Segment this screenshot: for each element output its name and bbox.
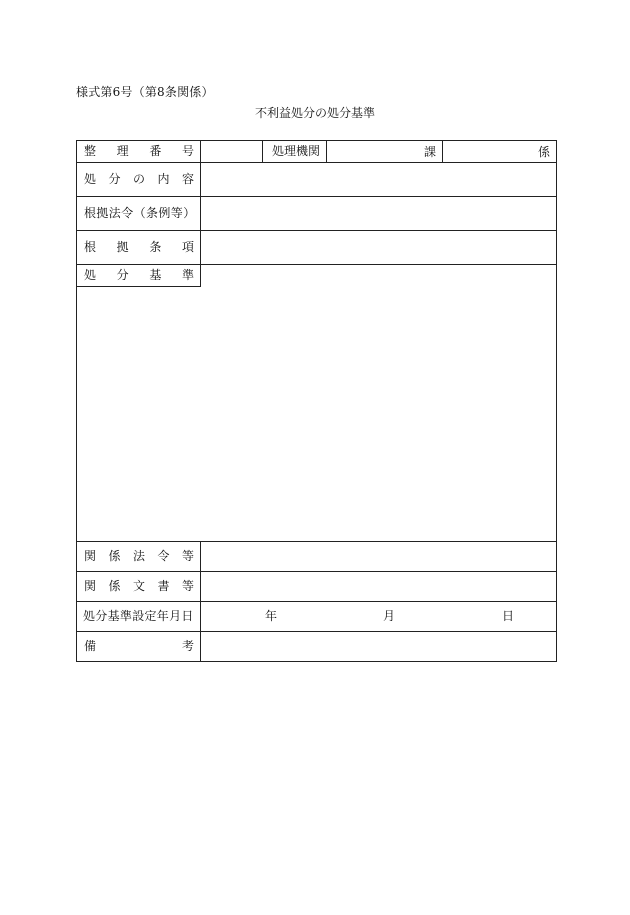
related-laws-label: 関 係 法 令 等 bbox=[84, 549, 194, 563]
related-documents-field[interactable] bbox=[201, 572, 556, 601]
document-title: 不利益処分の処分基準 bbox=[254, 106, 375, 120]
day-label: 日 bbox=[502, 609, 515, 623]
remarks-field[interactable] bbox=[201, 632, 556, 661]
registration-number-label: 整 理 番 号 bbox=[84, 144, 194, 158]
year-label: 年 bbox=[265, 609, 278, 623]
criteria-table bbox=[76, 140, 557, 662]
disposition-criteria-label: 処 分 基 準 bbox=[84, 268, 194, 282]
registration-number-field[interactable] bbox=[201, 141, 262, 162]
basis-law-label: 根拠法令（条例等） bbox=[84, 206, 196, 220]
related-laws-field[interactable] bbox=[201, 542, 556, 571]
criteria-date-label: 処分基準設定年月日 bbox=[83, 609, 194, 623]
disposition-content-field[interactable] bbox=[201, 163, 556, 196]
criteria-date-field[interactable] bbox=[201, 602, 556, 631]
processing-agency-label: 処理機関 bbox=[272, 144, 321, 158]
basis-article-label: 根 拠 条 項 bbox=[84, 240, 194, 254]
related-documents-label: 関 係 文 書 等 bbox=[84, 579, 194, 593]
section-field[interactable] bbox=[327, 141, 442, 162]
remarks-label: 備 考 bbox=[84, 639, 194, 653]
section-label: 課 bbox=[423, 144, 436, 159]
basis-article-field[interactable] bbox=[201, 231, 556, 264]
subsection-label: 係 bbox=[537, 144, 550, 159]
disposition-criteria-field[interactable] bbox=[201, 265, 556, 541]
form-number: 様式第6号（第8条関係） bbox=[76, 85, 214, 99]
month-label: 月 bbox=[383, 609, 396, 623]
disposition-content-label: 処 分 の 内 容 bbox=[84, 172, 194, 186]
basis-law-field[interactable] bbox=[201, 197, 556, 230]
subsection-field[interactable] bbox=[443, 141, 556, 162]
